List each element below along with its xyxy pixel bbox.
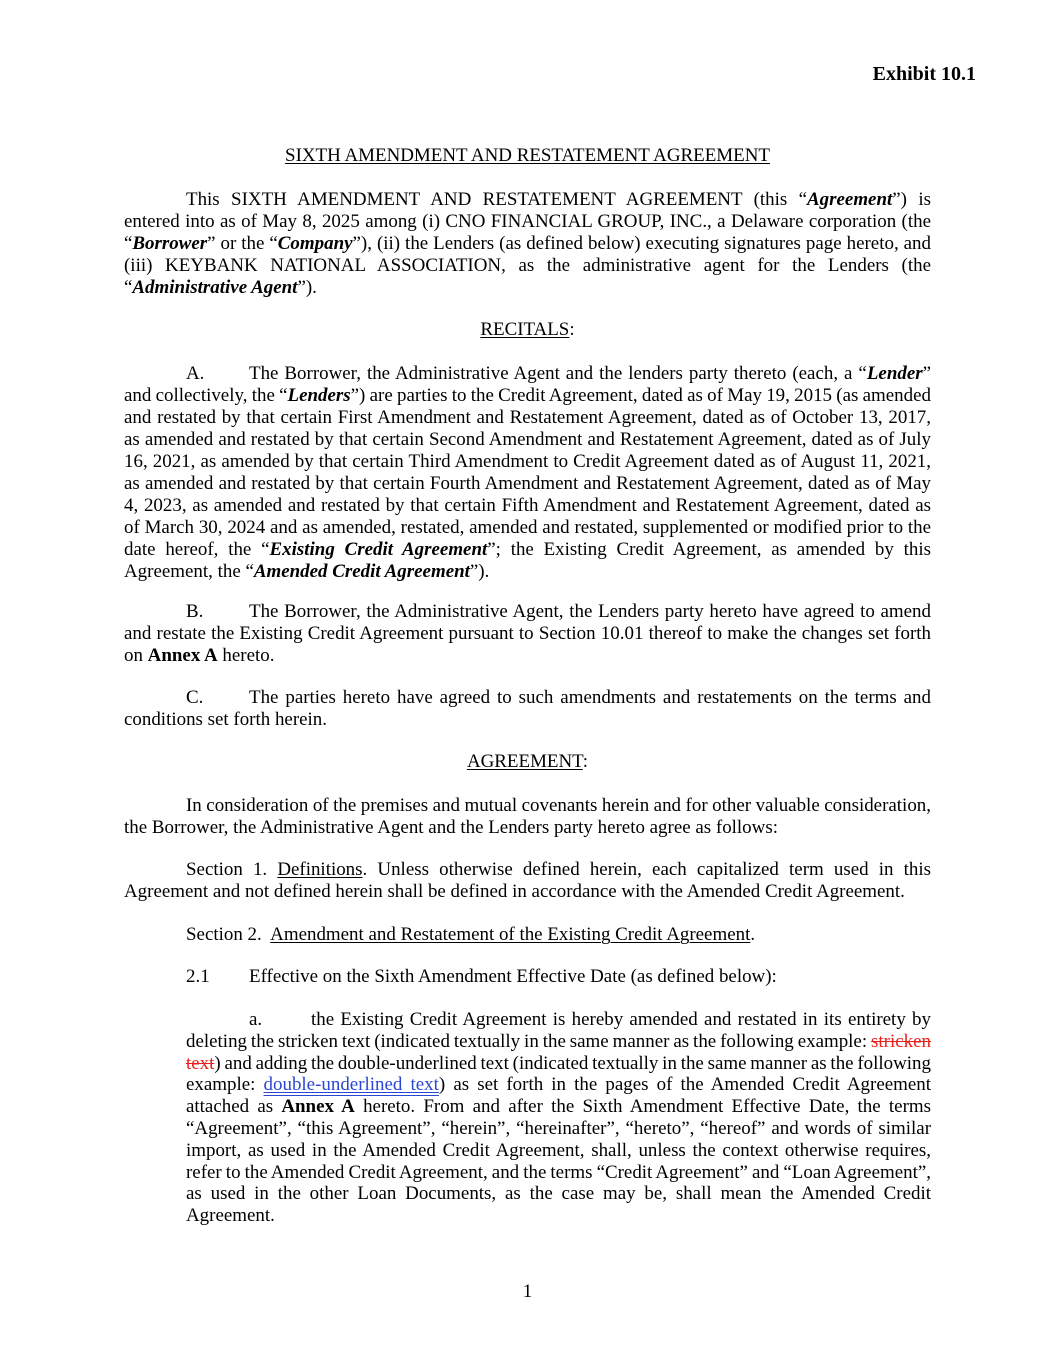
- defined-term-existing-credit-agreement: Existing Credit Agreement: [269, 539, 488, 560]
- consideration-line-1: [124, 795, 931, 817]
- recital-a-line-8: [124, 517, 931, 539]
- agreement-heading-colon: :: [582, 751, 589, 772]
- annex-reference: Annex A: [281, 1096, 355, 1117]
- recital-a-line-2: [124, 385, 931, 407]
- subsection-2-1: [124, 966, 931, 988]
- clause-a-line-2: [186, 1031, 931, 1053]
- text-run: date hereof, the “: [124, 539, 270, 560]
- section-number: Section 1.: [186, 859, 278, 880]
- text-run: the Borrower, the Administrative Agent and the Lenders party hereto agree as follows:: [124, 817, 778, 838]
- text-run: ”) is: [892, 189, 931, 210]
- defined-term-company: Company: [277, 233, 353, 254]
- recital-a-line-6: [124, 473, 931, 495]
- intro-line-1: [124, 189, 931, 211]
- text-run: the Existing Credit Agreement is hereby amended and restated in its entirety by: [311, 1009, 931, 1030]
- text-run: The parties hereto have agreed to such amendments and restatements on the terms and: [249, 687, 931, 708]
- defined-term-lenders: Lenders: [287, 385, 351, 406]
- text-run: on: [124, 645, 148, 666]
- section-2: [124, 924, 931, 946]
- text-run: hereto.: [217, 645, 275, 666]
- text-run: entered into as of May 8, 2025 among (i) CNO FINANCIAL GROUP, INC., a Delaware corporation (the: [124, 211, 931, 232]
- page-number: 1: [522, 1281, 533, 1302]
- recital-marker: A.: [186, 363, 205, 384]
- text-run: ”: [922, 363, 931, 384]
- recital-c-line-2: [124, 709, 931, 731]
- text-run: as amended and restated by that certain Second Amendment and Restatement Agreement, dated as of July: [124, 429, 931, 450]
- clause-a-line-9: [186, 1183, 931, 1205]
- stricken-example: stricken: [871, 1031, 931, 1052]
- intro-line-4: [124, 255, 931, 277]
- text-run: In consideration of the premises and mutual covenants herein and for other valuable consideration,: [186, 795, 931, 816]
- clause-a-line-10: [186, 1205, 931, 1227]
- clause-a-line-8: [186, 1162, 931, 1184]
- defined-term-amended-credit-agreement: Amended Credit Agreement: [253, 561, 470, 582]
- clause-a-line-3: [186, 1053, 931, 1075]
- defined-term-borrower: Borrower: [132, 233, 208, 254]
- annex-reference: Annex A: [147, 645, 218, 666]
- text-run: Effective on the Sixth Amendment Effective Date (as defined below):: [249, 966, 777, 987]
- text-run: deleting the stricken text (indicated textually in the same manner as the following example:: [186, 1031, 872, 1052]
- text-run: 4, 2023, as amended and restated by that certain Fifth Amendment and Restatement Agreement, dated as: [124, 495, 931, 516]
- recital-a-line-5: [124, 451, 931, 473]
- text-run: 16, 2021, as amended by that certain Third Amendment to Credit Agreement dated as of August 11, 2021,: [124, 451, 931, 472]
- defined-term-lender: Lender: [866, 363, 923, 384]
- intro-line-5: [124, 277, 931, 299]
- text-run: as used in the other Loan Documents, as the case may be, shall mean the Amended Credit: [186, 1183, 931, 1204]
- recital-b-line-3: [124, 645, 931, 667]
- recital-a-line-9: [124, 539, 931, 561]
- intro-line-3: [124, 233, 931, 255]
- text-run: and restated by that certain First Amendment and Restatement Agreement, dated as of October 13, 2017,: [124, 407, 931, 428]
- recital-a-line-7: [124, 495, 931, 517]
- text-run: hereto. From and after the Sixth Amendment Effective Date, the terms: [354, 1096, 931, 1117]
- text-run: The Borrower, the Administrative Agent and the lenders party thereto (each, a “: [249, 363, 867, 384]
- text-run: and collectively, the “: [124, 385, 288, 406]
- text-run: refer to the Amended Credit Agreement, and the terms “Credit Agreement” and “Loan Agreement”,: [186, 1162, 931, 1183]
- section-1-line-1: [124, 859, 931, 881]
- defined-term-agreement: Agreement: [807, 189, 893, 210]
- recital-a-line-4: [124, 429, 931, 451]
- text-run: “Agreement”, “this Agreement”, “herein”, “hereinafter”, “hereto”, “hereof” and words of similar: [186, 1118, 931, 1139]
- recitals-heading-label: RECITALS: [480, 319, 570, 340]
- text-run: ) as set forth in the pages of the Amended Credit Agreement: [438, 1074, 931, 1095]
- recital-marker: B.: [186, 601, 204, 622]
- stricken-example: text: [186, 1053, 215, 1074]
- text-run: ”), (ii) the Lenders (as defined below) executing signatures page hereto, and: [352, 233, 931, 254]
- text-run: conditions set forth herein.: [124, 709, 328, 730]
- clause-a-line-1: [186, 1009, 931, 1031]
- clause-a-line-7: [186, 1140, 931, 1162]
- recital-a-line-1: [124, 363, 931, 385]
- text-run: ”).: [469, 561, 490, 582]
- section-1-line-2: [124, 881, 931, 903]
- text-run: example:: [186, 1074, 264, 1095]
- recital-b-line-1: [124, 601, 931, 623]
- text-run: The Borrower, the Administrative Agent, the Lenders party hereto have agreed to amend: [249, 601, 931, 622]
- text-run: ) and adding the double-underlined text (indicated textually in the same manner as the following: [214, 1053, 931, 1074]
- text-run: Agreement.: [186, 1205, 275, 1226]
- recitals-heading-colon: :: [569, 319, 575, 340]
- document-title: [124, 145, 931, 167]
- recital-a-line-10: [124, 561, 931, 583]
- text-run: and restate the Existing Credit Agreement pursuant to Section 10.01 thereof to make the changes set forth: [124, 623, 931, 644]
- recital-a-line-3: [124, 407, 931, 429]
- recital-b-line-2: [124, 623, 931, 645]
- text-run: of March 30, 2024 and as amended, restated, amended and restated, supplemented or modified prior to the: [124, 517, 931, 538]
- agreement-heading: [124, 751, 931, 773]
- document-title-text: SIXTH AMENDMENT AND RESTATEMENT AGREEMENT: [285, 145, 770, 166]
- defined-term-administrative-agent: Administrative Agent: [132, 277, 298, 298]
- text-run: ” or the “: [207, 233, 278, 254]
- clause-a-line-6: [186, 1118, 931, 1140]
- text-run: import, as used in the Amended Credit Agreement, shall, unless the context otherwise requires,: [186, 1140, 931, 1161]
- text-run: Agreement and not defined herein shall be defined in accordance with the Amended Credit Agreement.: [124, 881, 905, 902]
- agreement-heading-label: AGREEMENT: [466, 751, 583, 772]
- text-run: This SIXTH AMENDMENT AND RESTATEMENT AGREEMENT (this “: [186, 189, 808, 210]
- text-run: ”) are parties to the Credit Agreement, dated as of May 19, 2015 (as amended: [350, 385, 931, 406]
- text-run: “: [124, 233, 133, 254]
- text-run: .: [750, 924, 756, 945]
- text-run: Agreement, the “: [124, 561, 254, 582]
- section-number: Section 2.: [186, 924, 271, 945]
- intro-line-2: [124, 211, 931, 233]
- section-heading-definitions: Definitions: [277, 859, 363, 880]
- text-run: as amended and restated by that certain Fourth Amendment and Restatement Agreement, dated as of May: [124, 473, 931, 494]
- text-run: (iii) KEYBANK NATIONAL ASSOCIATION, as the administrative agent for the Lenders (the: [124, 255, 931, 276]
- exhibit-label: Exhibit 10.1: [872, 63, 976, 85]
- text-run: ”).: [297, 277, 317, 298]
- recital-marker: C.: [186, 687, 204, 708]
- double-underlined-example: double-underlined text: [263, 1074, 439, 1095]
- section-heading-amendment: Amendment and Restatement of the Existing Credit Agreement: [270, 924, 751, 945]
- consideration-line-2: [124, 817, 931, 839]
- recital-c-line-1: [124, 687, 931, 709]
- text-run: ”; the Existing Credit Agreement, as amended by this: [487, 539, 931, 560]
- text-run: “: [124, 277, 133, 298]
- clause-a-line-5: [186, 1096, 931, 1118]
- text-run: attached as: [186, 1096, 282, 1117]
- subsection-number: 2.1: [186, 966, 210, 987]
- clause-a-line-4: [186, 1074, 931, 1096]
- clause-marker: a.: [249, 1009, 263, 1030]
- text-run: . Unless otherwise defined herein, each capitalized term used in this: [362, 859, 931, 880]
- recitals-heading: [124, 319, 931, 341]
